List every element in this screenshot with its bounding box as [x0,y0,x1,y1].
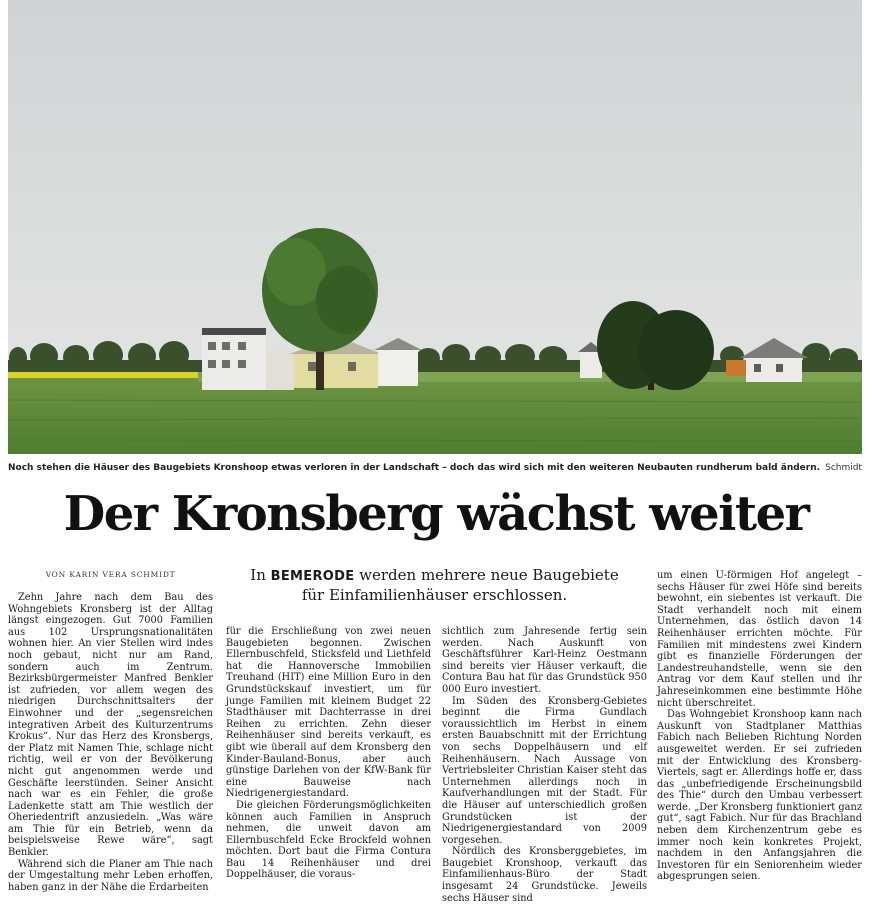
subheadline [222,566,647,605]
subhead-line1-rest: werden mehrere neue Baugebiete [354,566,619,584]
byline-prefix: VON [45,570,66,579]
subhead-line2: für Einfamilienhäuser erschlossen. [301,586,568,604]
paragraph: Im Süden des Kronsberg-Gebietes beginnt die Firma Gundlach voraussichtlich im Herbst in einem ersten Bauabschnitt mit der Errichtung von sechs Doppelhäusern und elf Reihenhäusern. Nach Aussage von Vertriebsleiter Christian Kaiser steht das Unternehmen allerdings noch in Kaufverhandlungen mit der Stadt. Für die Häuser auf unterschiedlich großen Grundstücken ist der Niedrigenergiestandard von 2009 vorgesehen. [442,695,647,846]
photo-credit: Schmidt [825,463,862,473]
headline: Der Kronsberg wächst weiter [63,486,809,542]
byline-author: KARIN VERA SCHMIDT [69,570,176,579]
article-column-3 [442,626,647,904]
meadow [8,378,862,454]
paragraph: Nördlich des Kronsberggebietes, im Baugebiet Kronshoop, verkauft das Einfamilienhaus-Büro der Stadt insgesamt 24 Grundstücke. Jeweils sechs Häuser sind [442,846,647,904]
paragraph: Die gleichen Förderungsmöglichkeiten können auch Familien in Anspruch nehmen, die unweit davon am Ellernbuschfeld Ecke Brockfeld wohnen möchten. Dort baut die Firma Contura Bau 14 Reihenhäuser und drei Doppelhäuser, die voraus- [226,799,431,881]
paragraph: Zehn Jahre nach dem Bau des Wohngebiets Kronsberg ist der Alltag längst eingezogen. Gut 7000 Familien aus 102 Ursprungsnationalitäten wohnen hier. An vier Stellen wird indes noch gebaut, nicht nur am Rand, sondern auch im Zentrum. Bezirksbürgermeister Manfred Benkler ist zufrieden, vor allem wegen des niedrigen Durchschnittsalters der Einwohner und der „segensreichen integrativen Arbeit des Kulturzentrums Krokus“. Nur das Herz des Kronsbergs, der Platz mit Namen Thie, schlage nicht richtig, weil er von der Bevölkerung nicht gut angenommen werde und Geschäfte leerstünden. Seiner Ansicht nach war es ein Fehler, die große Ladenkette statt am Thie westlich der Oheriedentrift anzusiedeln. „Was wäre am Thie für ein Betrieb, wenn da beispielsweise Rewe wäre“, sagt Benkler. [8,592,213,859]
photo-caption: Noch stehen die Häuser des Baugebiets Kronshoop etwas verloren in der Landschaft – doch das wird sich mit den weiteren Neubauten rundherum bald ändern. [8,463,821,473]
paragraph: Das Wohngebiet Kronshoop kann nach Auskunft von Stadtplaner Matthias Fabich nach Belieben Richtung Norden ausgeweitet werden. Er sei zufrieden mit der Entwicklung des Kronsberg-Viertels, sagt er. Allerdings hoffe er, dass das „unbefriedigende Erscheinungsbild des Thie“ durch den Umbau verbessert werde. „Der Kronsberg funktioniert ganz gut“, sagt Fabich. Nur für das Brachland neben dem Kirchenzentrum gebe es immer noch kein konkretes Projekt, nachdem in den Anfangsjahren die Investoren für ein Seniorenheim wieder abgesprungen seien. [657,709,862,883]
paragraph: sichtlich zum Jahresende fertig sein werden. Nach Auskunft von Geschäftsführer Karl-Heinz Oestmann sind bereits vier Häuser verkauft, die Contura Bau hat für das Grundstück 950 000 Euro investiert. [442,626,647,695]
subhead-before: In [250,566,271,584]
byline [8,570,213,580]
paragraph: für die Erschließung von zwei neuen Baugebieten begonnen. Zwischen Ellernbuschfeld, Sticksfeld und Liethfeld hat die Hannoversche Immobilien Treuhand (HIT) eine Million Euro in den Grundstückskauf investiert, um für junge Familien mit kleinem Budget 22 Stadthäuser mit Dachterrasse in drei Reihen zu errichten. Zehn dieser Reihenhäuser sind bereits verkauft, es gibt wie überall auf dem Kronsberg den Kinder-Bauland-Bonus, aber auch günstige Darlehen von der KfW-Bank für eine Bauweise nach Niedrigenergiestandard. [226,626,431,800]
article-column-1 [8,592,213,893]
article-column-2 [226,626,431,881]
landscape-photo [8,0,862,454]
paragraph: um einen U-förmigen Hof angelegt – sechs Häuser für zwei Höfe sind bereits bewohnt, ein siebentes ist verkauft. Die Stadt verhandelt noch mit einem Unternehmen, das östlich davon 14 Reihenhäuser errichten möchte. Für Familien mit mindestens zwei Kindern gibt es finanzielle Förderungen der Landestreuhandstelle, wenn sie den Antrag vor dem Kauf stellen und ihr Jahreseinkommen eine bestimmte Höhe nicht überschreitet. [657,570,862,709]
subhead-place: BEMERODE [270,569,355,584]
paragraph: Während sich die Planer am Thie nach der Umgestaltung mehr Leben erhoffen, haben ganz in der Nähe die Erdarbeiten [8,858,213,893]
article-column-4 [657,570,862,883]
